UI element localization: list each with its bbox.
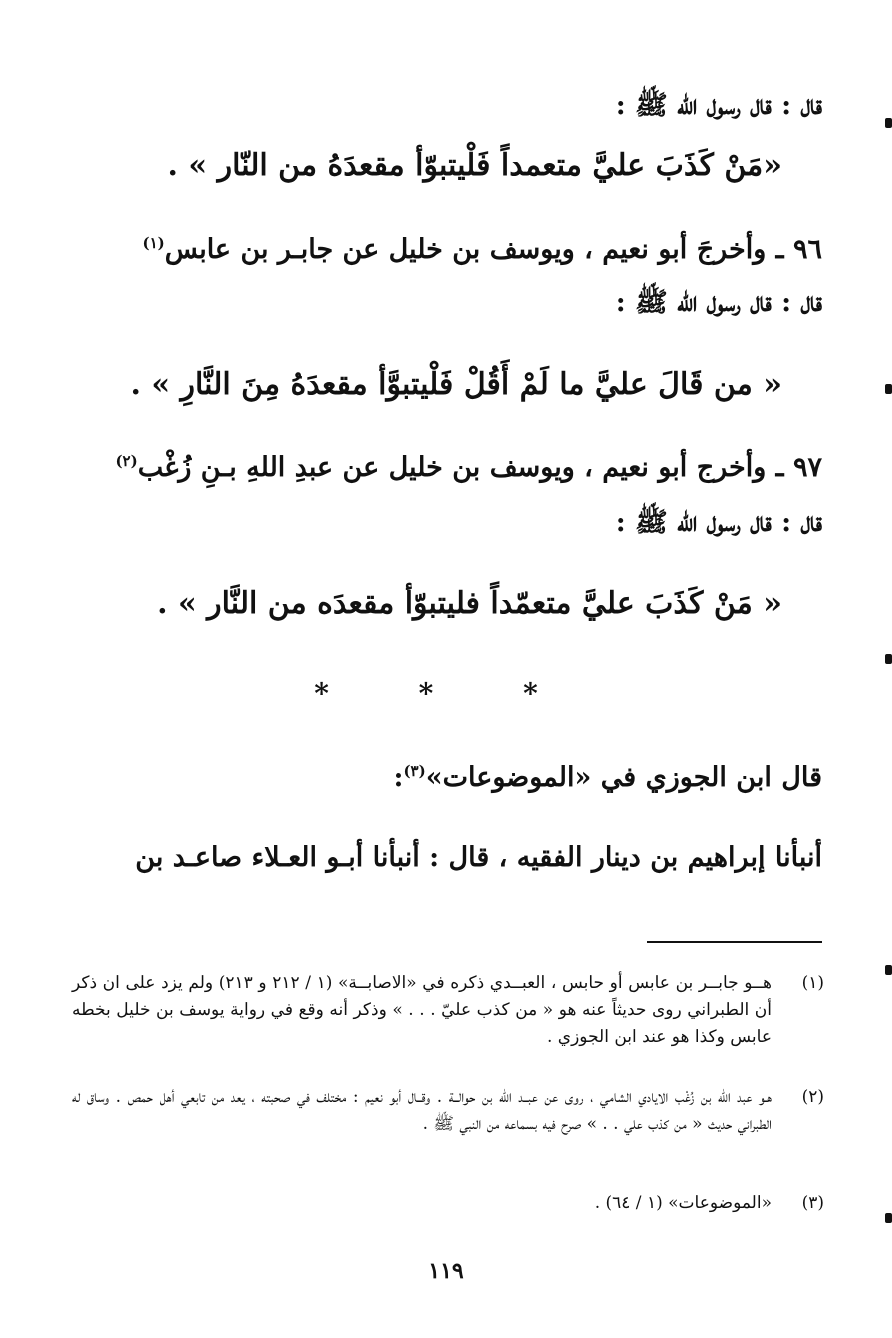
footnote-ref: (٢)	[115, 452, 138, 470]
hadith-quote: « من قَالَ عليَّ ما لَمْ أَقُلْ فَلْيتبوَّأ مقعدَهُ مِنَ النَّارِ » .	[130, 367, 782, 402]
footnote	[72, 970, 824, 1051]
footnote-number: (٣)	[801, 1193, 824, 1213]
section-heading: قال ابن الجوزي في «الموضوعات»$^{(٣)}$:	[393, 762, 822, 793]
text-line: قال : قال رسول الله ﷺ :	[615, 287, 822, 318]
page-number: ١١٩	[428, 1258, 464, 1284]
scan-mark	[885, 384, 892, 394]
footnote	[72, 1190, 824, 1217]
text-line: قال : قال رسول الله ﷺ :	[615, 507, 822, 538]
section-divider: * * *	[314, 677, 578, 710]
footnote-number: (١)	[801, 973, 824, 993]
footnote-ref: (١)	[142, 234, 165, 252]
footnote-text: هــو جابــر بن عابس أو حابس ، العبــدي ذكره في «الاصابــة» (١ / ٢١٢ و ٢١٣) ولم يزد على ان ذكر أن الطبراني روى حديثاً عنه هو « من كذب عليّ . . . » وذكر أنه وقع في رواية يوسف بن خليل بخطه عابس وكذا هو عند ابن الجوزي .	[72, 973, 772, 1047]
scan-mark	[885, 118, 892, 128]
footnote-text: «الموضوعات» (١ / ٦٤) .	[594, 1193, 772, 1213]
footnote-ref: (٣)	[403, 762, 426, 780]
hadith-quote: «مَنْ كَذَبَ عليَّ متعمداً فَلْيتبوّأ مقعدَهُ من النّار » .	[167, 148, 782, 183]
footnote-text: هـو عبد الله بن زُغْب الايادي الشامي ، روى عن عبــد الله بن حوالــة . وقــال أبو نعيم : مختلف في صحبته ، يعد من تابعي أهل حمص . وساق له الطبراني حديث « من كذب علي . . » صرح فيه بسماعه من النبي ﷺ .	[72, 1087, 772, 1134]
scan-mark	[885, 965, 892, 975]
scan-mark	[885, 1213, 892, 1223]
hadith-quote: « مَنْ كَذَبَ عليَّ متعمّداً فليتبوّأ مقعدَه من النَّار » .	[157, 586, 782, 621]
footnote	[72, 1084, 824, 1138]
footnote-number: (٢)	[801, 1087, 824, 1107]
scan-mark	[885, 654, 892, 664]
text-line: قال : قال رسول الله ﷺ :	[615, 90, 822, 121]
narration-97: ٩٧ ـ وأخرج أبو نعيم ، ويوسف بن خليل عن عبدِ اللهِ بـنِ زُغْب$^{(٢)}$	[115, 452, 822, 483]
text-line: أنبأنا إبراهيم بن دينار الفقيه ، قال : أنبأنا أبـو العـلاء صاعـد بن	[135, 842, 822, 873]
narration-96: ٩٦ ـ وأخرجَ أبو نعيم ، ويوسف بن خليل عن جابـر بن عابس$^{(١)}$	[142, 234, 822, 265]
footnote-separator	[647, 941, 822, 943]
